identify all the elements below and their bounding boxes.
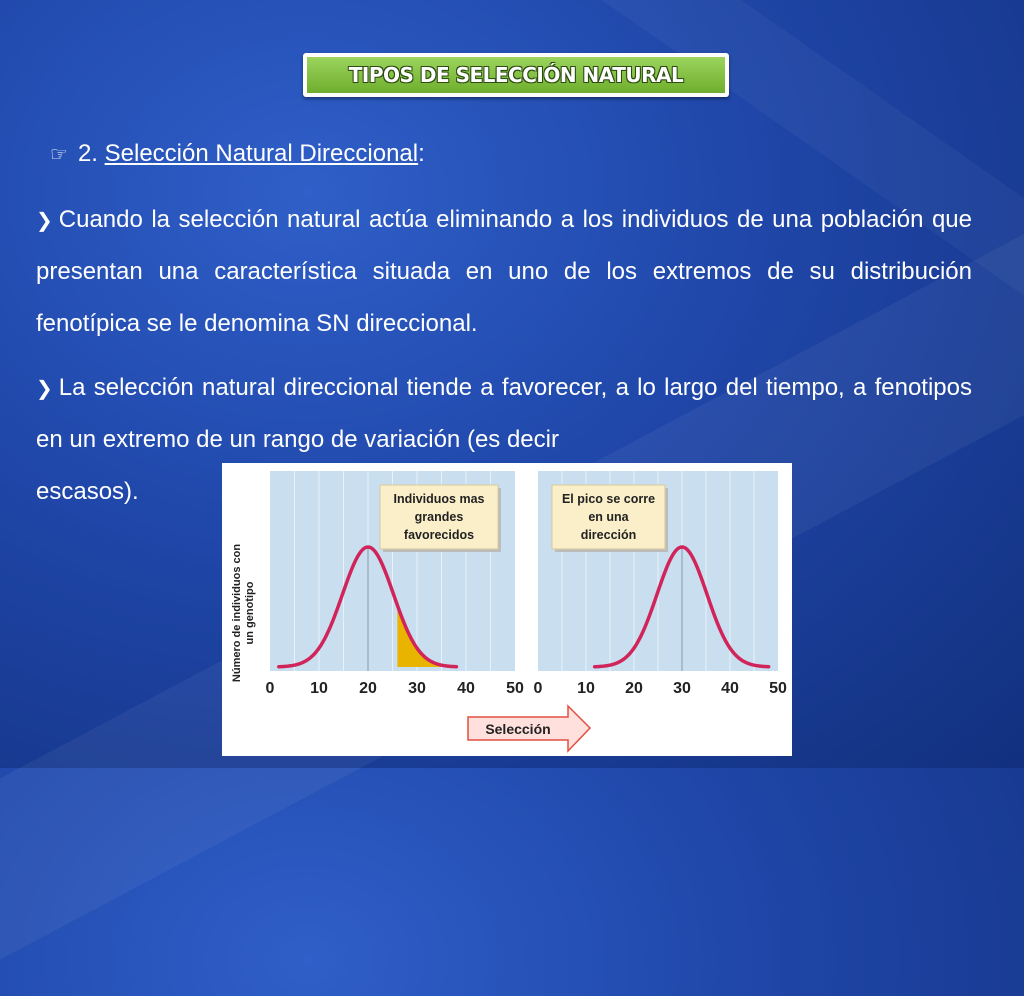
right-tick-label: 20: [625, 680, 643, 697]
title-banner: [303, 53, 729, 97]
chevron-right-icon: ❯: [36, 376, 53, 400]
right-tick-label: 50: [769, 680, 787, 697]
paragraph-2-end: escasos).: [36, 478, 139, 505]
selection-diagram: [222, 463, 792, 756]
right-tick-label: 40: [721, 680, 739, 697]
right-tick-label: 30: [673, 680, 691, 697]
left-note-line: favorecidos: [403, 528, 475, 542]
right-tick-label: 10: [577, 680, 595, 697]
section-heading: [50, 140, 425, 168]
left-tick-label: 50: [506, 680, 524, 697]
arrow-label: Selección: [485, 721, 551, 737]
right-note-line: El pico se corre: [561, 492, 656, 506]
right-tick-label: 0: [533, 680, 543, 697]
right-note-line: en una: [588, 510, 629, 524]
heading-number: 2.: [77, 140, 98, 167]
chevron-right-icon: ❯: [36, 208, 53, 232]
left-tick-label: 0: [265, 680, 275, 697]
heading-suffix: :: [418, 140, 425, 167]
right-note-line: dirección: [580, 528, 637, 542]
y-axis-label: [231, 544, 256, 682]
left-tick-label: 20: [359, 680, 377, 697]
left-tick-label: 40: [457, 680, 475, 697]
paragraph-1: [36, 194, 972, 350]
left-note-line: grandes: [414, 510, 464, 524]
pointing-hand-icon: ☞: [50, 142, 68, 166]
selection-diagram-svg: [222, 463, 792, 756]
left-panel: [266, 471, 524, 697]
left-tick-label: 30: [408, 680, 426, 697]
y-axis-label-line1: Número de individuos con: [231, 543, 243, 683]
paragraph-2: [36, 362, 972, 466]
heading-text: Selección Natural Direccional: [104, 140, 419, 167]
left-note-line: Individuos mas: [393, 492, 485, 506]
selection-arrow: [468, 706, 590, 751]
slide-title: TIPOS DE SELECCIÓN NATURAL: [348, 63, 684, 87]
paragraph-2-text: La selección natural direccional tiende a favorecer, a lo largo del tiempo, a fenotipos en un extremo de un rango de variación (es decir: [36, 374, 972, 453]
paragraph-1-text: Cuando la selección natural actúa eliminando a los individuos de una población que presentan una característica situada en uno de los extremos de su distribución fenotípica se le denomina SN direccional.: [36, 206, 972, 337]
y-axis-label-line2: un genotipo: [244, 581, 256, 645]
left-tick-label: 10: [310, 680, 328, 697]
title-banner-fill: [307, 57, 725, 93]
right-panel: [534, 471, 787, 697]
